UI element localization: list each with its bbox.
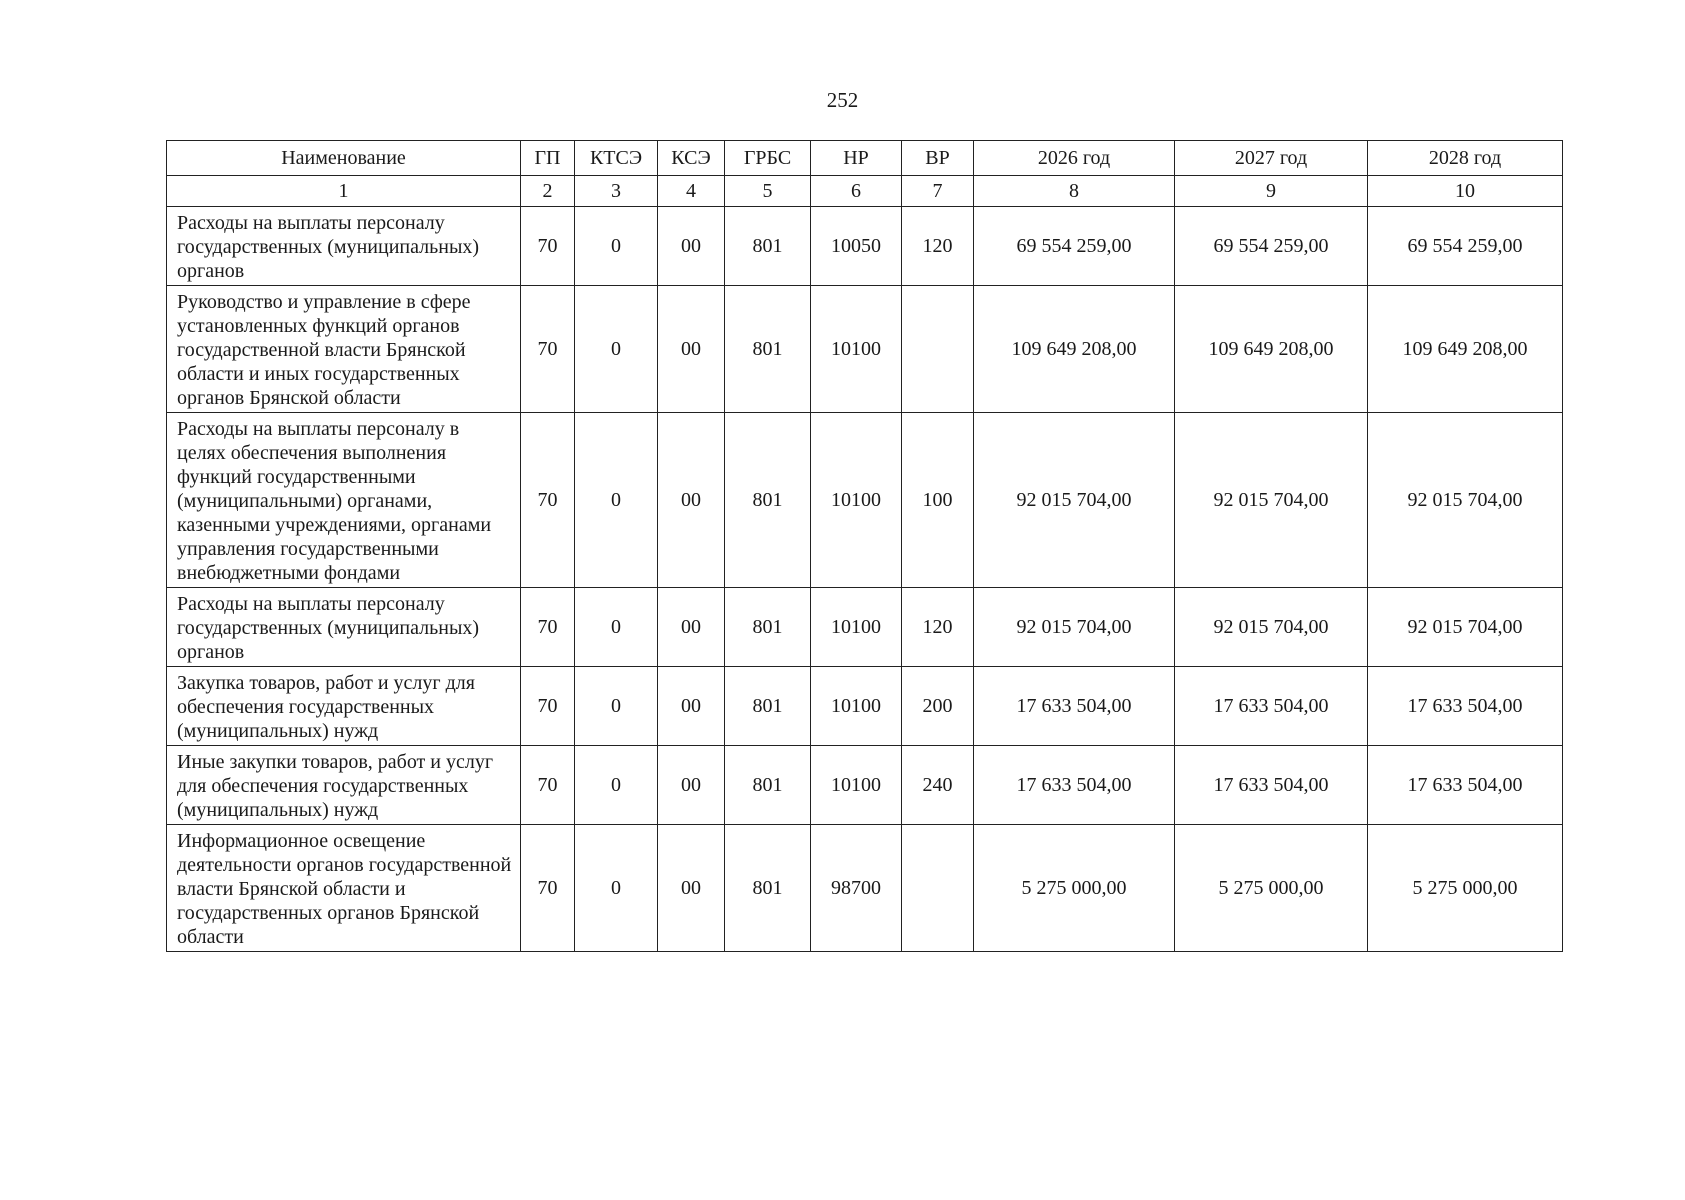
header-grbs: ГРБС [725,141,811,176]
cell-gp: 70 [521,746,575,825]
cell-vr: 200 [902,667,974,746]
cell-kse: 00 [658,588,725,667]
cell-ktse: 0 [575,207,658,286]
cell-nr: 10100 [811,286,902,413]
column-number: 4 [658,176,725,207]
page-number: 252 [826,88,859,112]
cell-ktse: 0 [575,825,658,952]
table-row [167,286,1563,413]
cell-2027: 92 015 704,00 [1175,588,1368,667]
cell-grbs: 801 [725,207,811,286]
table-row [167,588,1563,667]
column-number: 10 [1368,176,1563,207]
header-gp: ГП [521,141,575,176]
cell-kse: 00 [658,667,725,746]
column-number: 9 [1175,176,1368,207]
cell-vr: 120 [902,588,974,667]
cell-kse: 00 [658,746,725,825]
cell-2027: 5 275 000,00 [1175,825,1368,952]
row-name: Расходы на выплаты персоналу государственных (муниципальных) органов [167,588,521,667]
cell-2026: 92 015 704,00 [974,413,1175,588]
cell-nr: 10100 [811,667,902,746]
table-row [167,413,1563,588]
table-row [167,207,1563,286]
cell-gp: 70 [521,286,575,413]
cell-gp: 70 [521,413,575,588]
cell-nr: 10050 [811,207,902,286]
column-number-row [167,176,1563,207]
cell-2026: 92 015 704,00 [974,588,1175,667]
cell-vr [902,825,974,952]
cell-2027: 109 649 208,00 [1175,286,1368,413]
cell-2028: 69 554 259,00 [1368,207,1563,286]
cell-vr: 120 [902,207,974,286]
cell-2028: 92 015 704,00 [1368,588,1563,667]
cell-nr: 10100 [811,746,902,825]
column-number: 6 [811,176,902,207]
cell-2026: 69 554 259,00 [974,207,1175,286]
cell-2027: 69 554 259,00 [1175,207,1368,286]
header-2028: 2028 год [1368,141,1563,176]
cell-2028: 17 633 504,00 [1368,746,1563,825]
header-row [167,141,1563,176]
table-row [167,746,1563,825]
row-name: Расходы на выплаты персоналу в целях обеспечения выполнения функций государственными (муниципальными) органами, казенными учреждениями, органами управления государственными внебюджетными фондами [167,413,521,588]
column-number: 8 [974,176,1175,207]
column-number: 3 [575,176,658,207]
cell-2027: 17 633 504,00 [1175,746,1368,825]
header-2027: 2027 год [1175,141,1368,176]
cell-kse: 00 [658,286,725,413]
cell-gp: 70 [521,825,575,952]
header-vr: ВР [902,141,974,176]
cell-grbs: 801 [725,825,811,952]
cell-grbs: 801 [725,413,811,588]
header-name: Наименование [167,141,521,176]
cell-nr: 10100 [811,413,902,588]
header-nr: НР [811,141,902,176]
cell-2026: 17 633 504,00 [974,667,1175,746]
cell-vr: 100 [902,413,974,588]
column-number: 1 [167,176,521,207]
cell-2026: 5 275 000,00 [974,825,1175,952]
column-number: 5 [725,176,811,207]
cell-2027: 92 015 704,00 [1175,413,1368,588]
cell-2028: 5 275 000,00 [1368,825,1563,952]
header-ktse: КТСЭ [575,141,658,176]
cell-kse: 00 [658,413,725,588]
cell-2026: 109 649 208,00 [974,286,1175,413]
column-number: 2 [521,176,575,207]
cell-ktse: 0 [575,413,658,588]
cell-vr [902,286,974,413]
cell-grbs: 801 [725,286,811,413]
cell-gp: 70 [521,588,575,667]
cell-ktse: 0 [575,746,658,825]
cell-gp: 70 [521,207,575,286]
row-name: Информационное освещение деятельности органов государственной власти Брянской области и государственных органов Брянской области [167,825,521,952]
cell-ktse: 0 [575,588,658,667]
header-kse: КСЭ [658,141,725,176]
cell-nr: 98700 [811,825,902,952]
budget-table [166,140,1563,952]
cell-kse: 00 [658,207,725,286]
cell-ktse: 0 [575,286,658,413]
cell-nr: 10100 [811,588,902,667]
table-row [167,825,1563,952]
cell-2026: 17 633 504,00 [974,746,1175,825]
cell-grbs: 801 [725,746,811,825]
row-name: Иные закупки товаров, работ и услуг для обеспечения государственных (муниципальных) нужд [167,746,521,825]
column-number: 7 [902,176,974,207]
cell-vr: 240 [902,746,974,825]
cell-kse: 00 [658,825,725,952]
table-row [167,667,1563,746]
cell-grbs: 801 [725,588,811,667]
cell-2027: 17 633 504,00 [1175,667,1368,746]
header-2026: 2026 год [974,141,1175,176]
cell-ktse: 0 [575,667,658,746]
row-name: Руководство и управление в сфере установленных функций органов государственной власти Брянской области и иных государственных органов Брянской области [167,286,521,413]
cell-2028: 17 633 504,00 [1368,667,1563,746]
cell-gp: 70 [521,667,575,746]
row-name: Закупка товаров, работ и услуг для обеспечения государственных (муниципальных) нужд [167,667,521,746]
cell-2028: 92 015 704,00 [1368,413,1563,588]
cell-2028: 109 649 208,00 [1368,286,1563,413]
cell-grbs: 801 [725,667,811,746]
row-name: Расходы на выплаты персоналу государственных (муниципальных) органов [167,207,521,286]
